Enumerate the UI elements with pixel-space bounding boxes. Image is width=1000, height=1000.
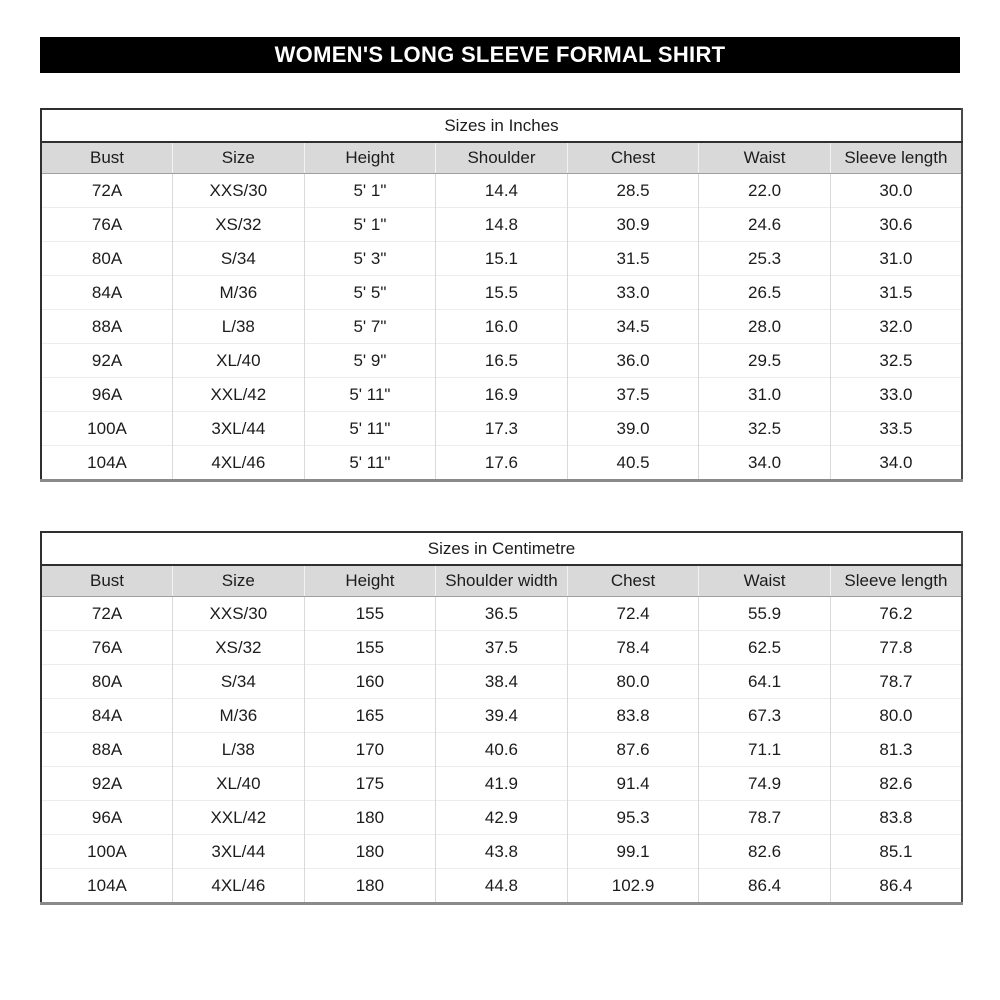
table-row: [41, 446, 962, 481]
table-cell: 72A: [91, 180, 123, 200]
table-row: [41, 344, 962, 378]
table-cell: 5' 3": [304, 242, 436, 276]
inches-size-table: [40, 108, 963, 482]
table-cell: 5' 11": [304, 446, 436, 481]
table-cell: 26.5: [699, 276, 831, 310]
table-cell: S/34: [173, 242, 305, 276]
table-cell: 39.0: [567, 412, 699, 446]
table-title: Sizes in Inches: [41, 109, 962, 142]
table-cell: 37.5: [567, 378, 699, 412]
table-cell: XXS/30: [173, 174, 305, 208]
column-header: Height: [304, 142, 436, 174]
table-cell: 36.5: [436, 597, 568, 631]
column-header: Sleeve length: [830, 565, 962, 597]
table-title-row: [41, 532, 962, 565]
column-header: Height: [304, 565, 436, 597]
table-cell: 31.0: [830, 242, 962, 276]
table-cell: 165: [304, 699, 436, 733]
table-row: [41, 699, 962, 733]
table-cell: 5' 1": [304, 174, 436, 208]
inches-table-body: [41, 174, 962, 481]
table-cell: 30.6: [830, 208, 962, 242]
table-row: [41, 665, 962, 699]
column-header: Shoulder width: [436, 565, 568, 597]
column-header-row: [41, 142, 962, 174]
table-cell: 14.8: [436, 208, 568, 242]
table-cell: 100A: [41, 412, 173, 446]
table-cell: XL/40: [173, 344, 305, 378]
table-cell: 5' 5": [304, 276, 436, 310]
table-cell: 22.0: [699, 174, 831, 208]
table-cell: 95.3: [567, 801, 699, 835]
table-cell: 104A: [41, 446, 173, 481]
table-cell: 104A: [41, 869, 173, 904]
table-cell: 25.3: [699, 242, 831, 276]
centimetre-table-section: [40, 531, 963, 905]
table-cell: 81.3: [830, 733, 962, 767]
table-cell: 15.5: [436, 276, 568, 310]
table-row: [41, 310, 962, 344]
table-cell: 180: [304, 835, 436, 869]
table-cell: 80A: [41, 665, 173, 699]
table-row: [41, 597, 962, 631]
centimetre-table-body: [41, 597, 962, 904]
table-cell: 3XL/44: [173, 835, 305, 869]
table-cell: 32.0: [830, 310, 962, 344]
table-row: [41, 378, 962, 412]
table-cell: 31.0: [699, 378, 831, 412]
table-cell: 37.5: [436, 631, 568, 665]
table-cell: 96A: [41, 378, 173, 412]
table-cell: 30.0: [830, 174, 962, 208]
table-cell: 64.1: [699, 665, 831, 699]
table-cell: 3XL/44: [173, 412, 305, 446]
table-cell: 72A: [91, 603, 123, 623]
table-cell: 86.4: [830, 869, 962, 904]
table-cell: 5' 9": [304, 344, 436, 378]
table-cell: 83.8: [830, 801, 962, 835]
table-cell: 4XL/46: [173, 446, 305, 481]
table-cell: 34.0: [830, 446, 962, 481]
table-cell: 43.8: [436, 835, 568, 869]
table-cell: 42.9: [436, 801, 568, 835]
table-cell: XXS/30: [173, 597, 305, 631]
table-cell: 80.0: [830, 699, 962, 733]
column-header: Sleeve length: [830, 142, 962, 174]
page-title: WOMEN'S LONG SLEEVE FORMAL SHIRT: [40, 37, 960, 73]
table-cell: 5' 7": [304, 310, 436, 344]
table-cell: 29.5: [699, 344, 831, 378]
table-cell: 28.0: [699, 310, 831, 344]
table-cell: 92A: [41, 767, 173, 801]
table-cell: XS/32: [173, 631, 305, 665]
table-row: [41, 242, 962, 276]
inches-table-section: [40, 108, 963, 482]
table-cell: M/36: [173, 699, 305, 733]
table-cell: 5' 1": [304, 208, 436, 242]
table-cell: 76A: [41, 208, 173, 242]
table-cell: M/36: [173, 276, 305, 310]
table-row: [41, 835, 962, 869]
table-cell: 102.9: [567, 869, 699, 904]
table-cell: 5' 11": [304, 378, 436, 412]
table-cell: 84A: [41, 276, 173, 310]
table-cell: 40.5: [567, 446, 699, 481]
table-cell: 31.5: [830, 276, 962, 310]
table-row: [41, 276, 962, 310]
table-cell: 16.5: [436, 344, 568, 378]
column-header: Waist: [699, 142, 831, 174]
table-cell: 32.5: [830, 344, 962, 378]
table-cell: 30.9: [567, 208, 699, 242]
table-cell: L/38: [173, 733, 305, 767]
inches-table-head: [41, 109, 962, 174]
table-cell: 33.0: [567, 276, 699, 310]
table-cell: 55.9: [699, 597, 831, 631]
table-row: [41, 208, 962, 242]
table-cell: XL/40: [173, 767, 305, 801]
table-cell: 99.1: [567, 835, 699, 869]
table-cell: 33.5: [830, 412, 962, 446]
table-cell: 83.8: [567, 699, 699, 733]
table-cell: 170: [304, 733, 436, 767]
table-cell: 91.4: [567, 767, 699, 801]
table-cell: 72.4: [567, 597, 699, 631]
table-cell: 85.1: [830, 835, 962, 869]
table-cell: XXL/42: [173, 378, 305, 412]
table-title: Sizes in Centimetre: [41, 532, 962, 565]
table-title-row: [41, 109, 962, 142]
table-cell: 155: [304, 597, 436, 631]
table-cell: 17.3: [436, 412, 568, 446]
table-cell: 16.9: [436, 378, 568, 412]
table-cell: 17.6: [436, 446, 568, 481]
table-cell: 5' 11": [304, 412, 436, 446]
table-row: [41, 733, 962, 767]
table-cell: 77.8: [830, 631, 962, 665]
table-row: [41, 869, 962, 904]
table-row: [41, 801, 962, 835]
table-cell: S/34: [173, 665, 305, 699]
centimetre-table-head: [41, 532, 962, 597]
table-cell: 39.4: [436, 699, 568, 733]
column-header: Waist: [699, 565, 831, 597]
column-header: Chest: [567, 565, 699, 597]
table-cell: 88A: [41, 310, 173, 344]
table-cell: 67.3: [699, 699, 831, 733]
table-cell: 82.6: [699, 835, 831, 869]
table-cell: 82.6: [830, 767, 962, 801]
column-header: Size: [173, 565, 305, 597]
table-cell: 32.5: [699, 412, 831, 446]
table-cell: 34.5: [567, 310, 699, 344]
table-cell: 180: [304, 801, 436, 835]
table-cell: 96A: [41, 801, 173, 835]
table-cell: 40.6: [436, 733, 568, 767]
table-cell: 155: [304, 631, 436, 665]
table-cell: 180: [304, 869, 436, 904]
table-cell: 86.4: [699, 869, 831, 904]
table-cell: 87.6: [567, 733, 699, 767]
table-cell: L/38: [173, 310, 305, 344]
column-header-row: [41, 565, 962, 597]
table-cell: 44.8: [436, 869, 568, 904]
table-cell: 62.5: [699, 631, 831, 665]
table-cell: 78.7: [699, 801, 831, 835]
table-cell: 28.5: [567, 174, 699, 208]
table-cell: 160: [304, 665, 436, 699]
column-header: Bust: [41, 142, 173, 174]
table-cell: 24.6: [699, 208, 831, 242]
table-cell: XS/32: [173, 208, 305, 242]
column-header: Chest: [567, 142, 699, 174]
table-cell: XXL/42: [173, 801, 305, 835]
table-cell: 100A: [41, 835, 173, 869]
table-cell: 74.9: [699, 767, 831, 801]
table-cell: 31.5: [567, 242, 699, 276]
table-cell: 33.0: [830, 378, 962, 412]
table-cell: 4XL/46: [173, 869, 305, 904]
table-cell: 88A: [41, 733, 173, 767]
table-cell: 92A: [41, 344, 173, 378]
table-cell: 175: [304, 767, 436, 801]
table-cell: 84A: [41, 699, 173, 733]
table-cell: 80.0: [567, 665, 699, 699]
table-cell: 16.0: [436, 310, 568, 344]
table-cell: 78.7: [830, 665, 962, 699]
table-cell: 41.9: [436, 767, 568, 801]
table-cell: 36.0: [567, 344, 699, 378]
table-cell: 38.4: [436, 665, 568, 699]
table-cell: 34.0: [699, 446, 831, 481]
table-row: [41, 412, 962, 446]
table-row: [41, 174, 962, 208]
table-cell: 71.1: [699, 733, 831, 767]
column-header: Shoulder: [436, 142, 568, 174]
table-cell: 80A: [41, 242, 173, 276]
centimetre-size-table: [40, 531, 963, 905]
table-row: [41, 767, 962, 801]
table-row: [41, 631, 962, 665]
table-cell: 76.2: [830, 597, 962, 631]
table-cell: 14.4: [436, 174, 568, 208]
table-cell: 76A: [41, 631, 173, 665]
table-cell: 15.1: [436, 242, 568, 276]
table-cell: 78.4: [567, 631, 699, 665]
column-header: Bust: [41, 565, 173, 597]
column-header: Size: [173, 142, 305, 174]
